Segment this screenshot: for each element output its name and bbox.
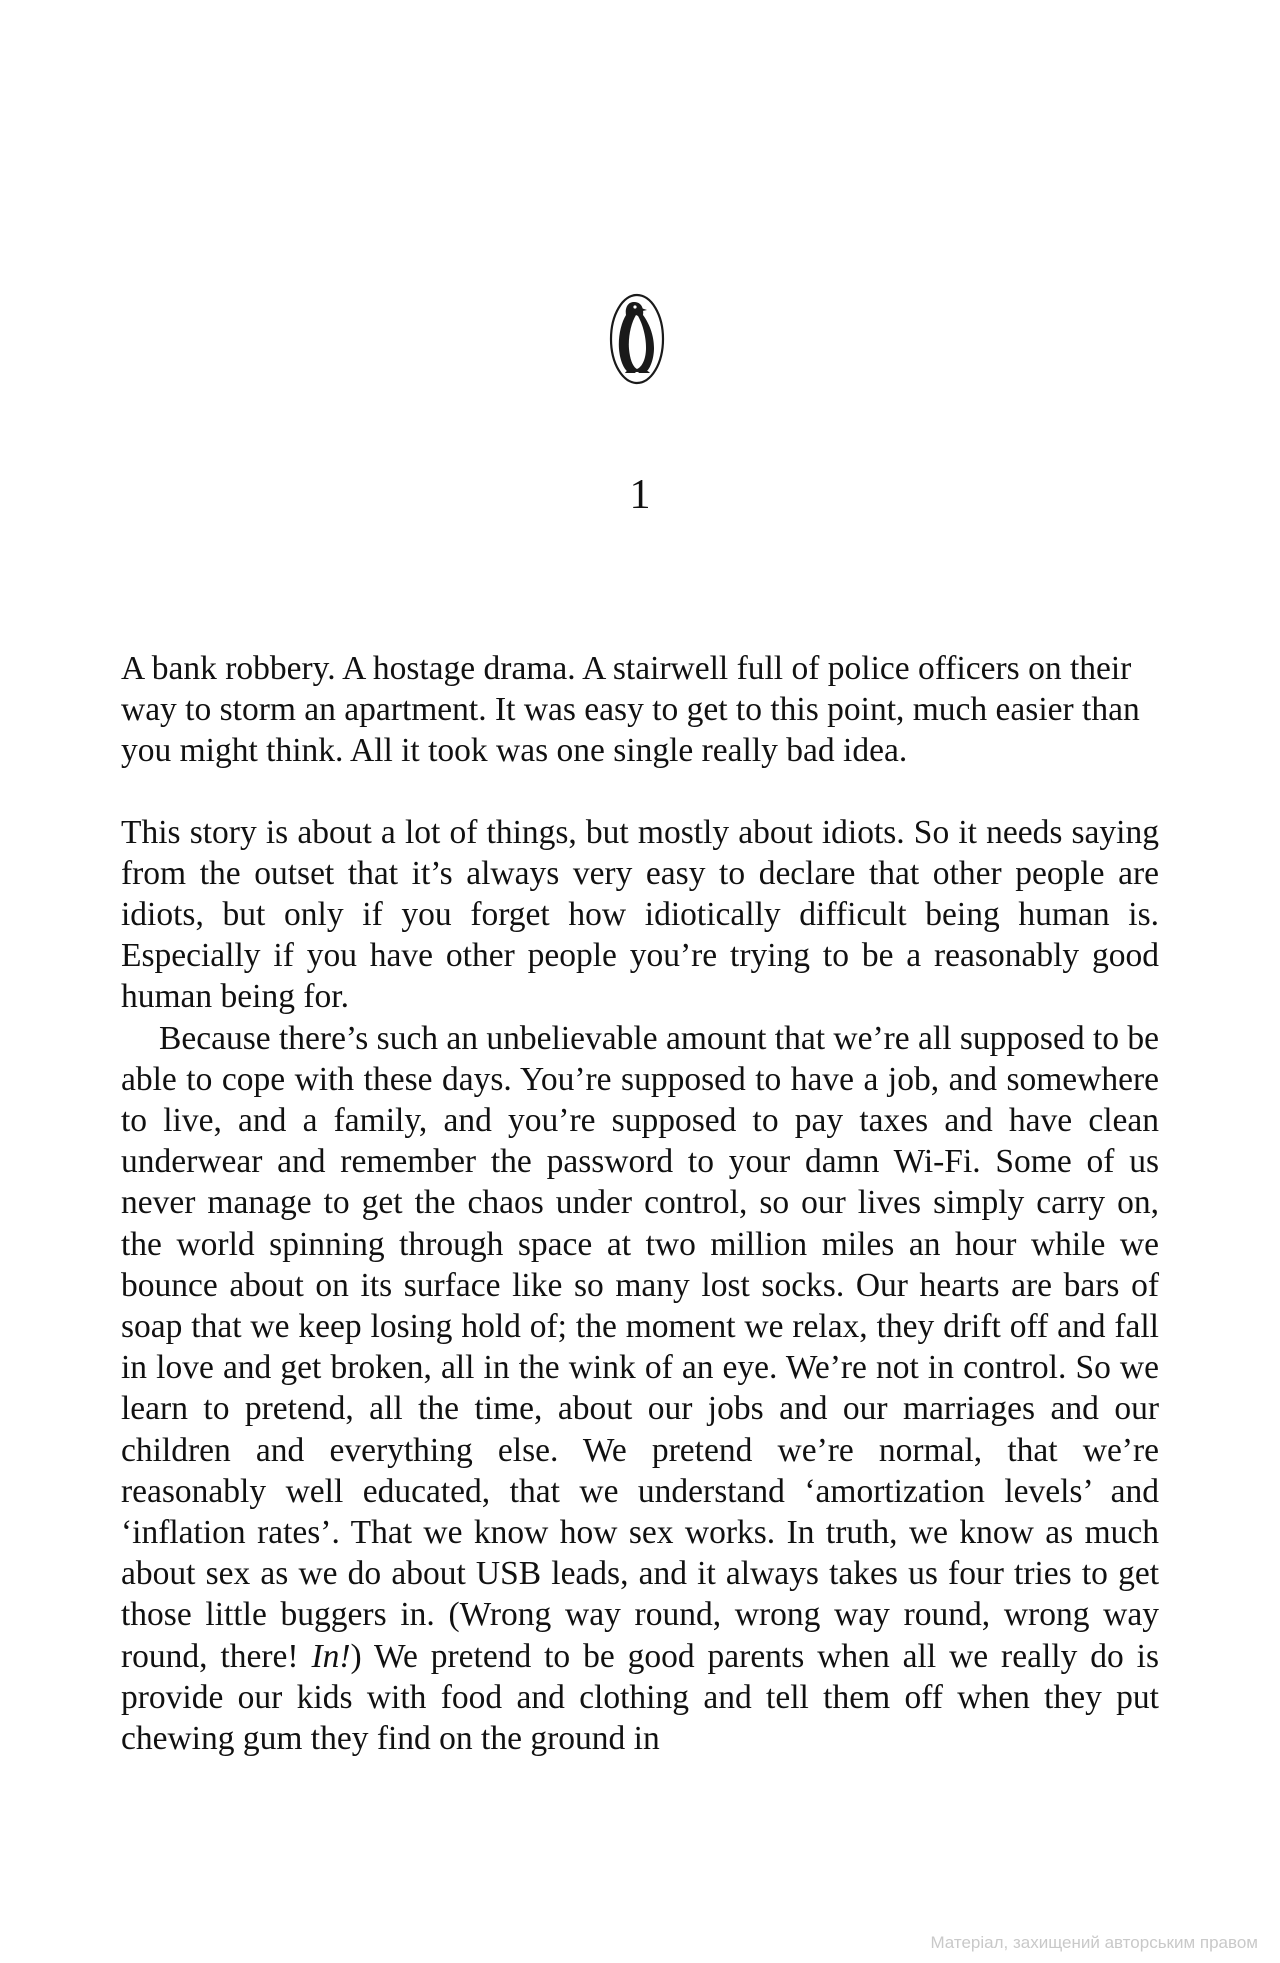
paragraph-1: A bank robbery. A hostage drama. A stairwell full of police officers on their way to storm an apartment. It was easy to get to this point, much easier than you might think. All it took was one single really bad idea.	[121, 650, 1140, 770]
copyright-watermark: Матеріал, захищений авторським правом	[930, 1933, 1258, 1952]
penguin-icon	[609, 293, 665, 385]
paragraph-3-text-before: Because there’s such an unbelievable amount that we’re all supposed to be able to cope with these days. You’re supposed to have a job, and somewhere to live, and a family, and you’re supposed to pay taxes and have clean underwear and remember the password to your damn Wi-Fi. Some of us never manage to get the chaos under control, so our lives simply carry on, the world spinning through space at two million miles an hour while we bounce about on its surface like so many lost socks. Our hearts are bars of soap that we keep losing hold of; the moment we relax, they drift off and fall in love and get broken, all in the wink of an eye. We’re not in control. So we learn to pretend, all the time, about our jobs and our marriages and our children and everything else. We pretend we’re normal, that we’re reasonably well educated, that we understand ‘amortization levels’ and ‘inflation rates’. That we know how sex works. In truth, we know as much about sex as we do about USB leads, and it always takes us four tries to get those little buggers in. (Wrong way round, wrong way round, wrong way round, there!	[121, 1019, 1160, 1675]
paragraph-3	[121, 1018, 1159, 1760]
paragraph-3-italic: In!	[311, 1637, 351, 1675]
chapter-number: 1	[629, 472, 651, 518]
body-text	[121, 648, 1159, 1759]
paragraph-2: This story is about a lot of things, but mostly about idiots. So it needs saying from the outset that it’s always very easy to declare that other people are idiots, but only if you forget how idiotically difficult being human is. Especially if you have other people you’re trying to be a reasonably good human being for.	[121, 813, 1159, 1016]
paragraph-3-text-after: ) We pretend to be good parents when all we really do is provide our kids with food and clothing and tell them off when they put chewing gum they find on the ground in	[121, 1637, 1159, 1758]
